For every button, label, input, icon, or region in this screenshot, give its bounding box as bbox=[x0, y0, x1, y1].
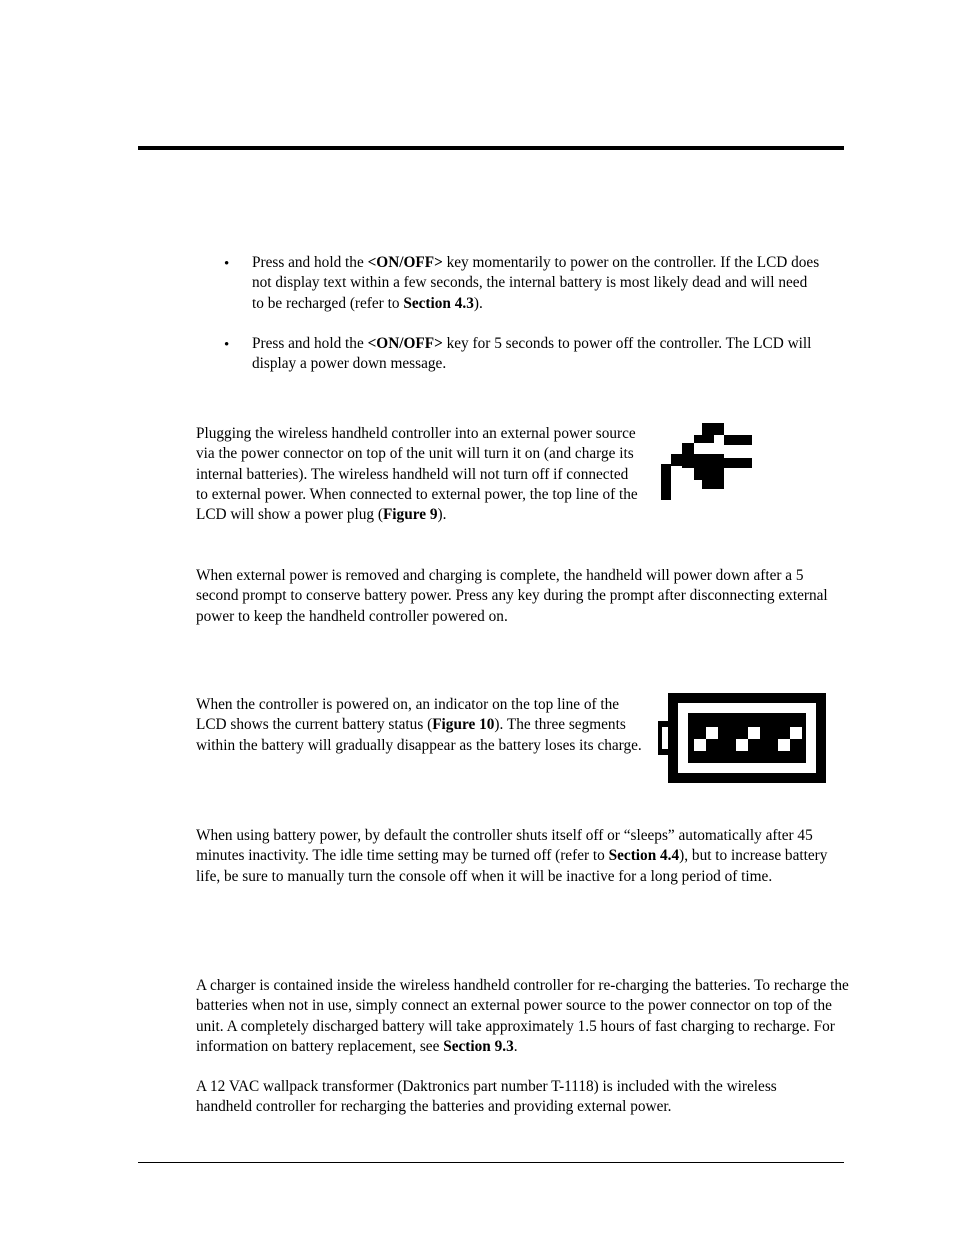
footer-rule bbox=[138, 1162, 844, 1163]
power-plug-icon bbox=[661, 423, 753, 501]
external-power-paragraph: Plugging the wireless handheld controller into an external power source via the power connector on top of the unit will turn it on (and charge its internal batteries). The wireless handheld will not turn off if connected to external power. When connected to external power, the top line of the LCD will show a power plug (Figure 9). bbox=[196, 425, 638, 524]
battery-status-paragraph: When the controller is powered on, an indicator on the top line of the LCD shows the current battery status (Figure 10). The three segments within the battery will gradually disappear as the battery loses its charge. bbox=[196, 696, 642, 754]
sleep-paragraph: When using battery power, by default the controller shuts itself off or “sleeps” automatically after 45 minutes inactivity. The idle time setting may be turned off (refer to Section 4.4), but to increase battery life, be sure to manually turn the console off when it will be inactive for a long period of time. bbox=[196, 827, 828, 885]
transformer-paragraph: A 12 VAC wallpack transformer (Daktronics part number T-1118) is included with the wireless handheld controller for recharging the batteries and providing external power. bbox=[196, 1078, 777, 1116]
bullet-power-on: Press and hold the <ON/OFF> key momentarily to power on the controller. If the LCD does not display text within a few seconds, the internal battery is most likely dead and will need to be recharged (refer to Section 4.3). bbox=[252, 254, 820, 312]
power-down-paragraph: When external power is removed and charging is complete, the handheld will power down after a 5 second prompt to conserve battery power. Press any key during the prompt after disconnecting external power to keep the handheld controller powered on. bbox=[196, 567, 828, 625]
bullet-marker: • bbox=[224, 337, 230, 353]
header-rule bbox=[138, 146, 844, 150]
bullet-marker: • bbox=[224, 256, 230, 272]
charger-paragraph: A charger is contained inside the wireless handheld controller for re-charging the batteries. To recharge the batteries when not in use, simply connect an external power source to the power connector on top of the unit. A completely discharged battery will take approximately 1.5 hours of fast charging to recharge. For information on battery replacement, see Section 9.3. bbox=[196, 977, 849, 1055]
battery-status-icon bbox=[658, 693, 826, 783]
bullet-power-off: Press and hold the <ON/OFF> key for 5 seconds to power off the controller. The LCD will display a power down message. bbox=[252, 335, 812, 373]
